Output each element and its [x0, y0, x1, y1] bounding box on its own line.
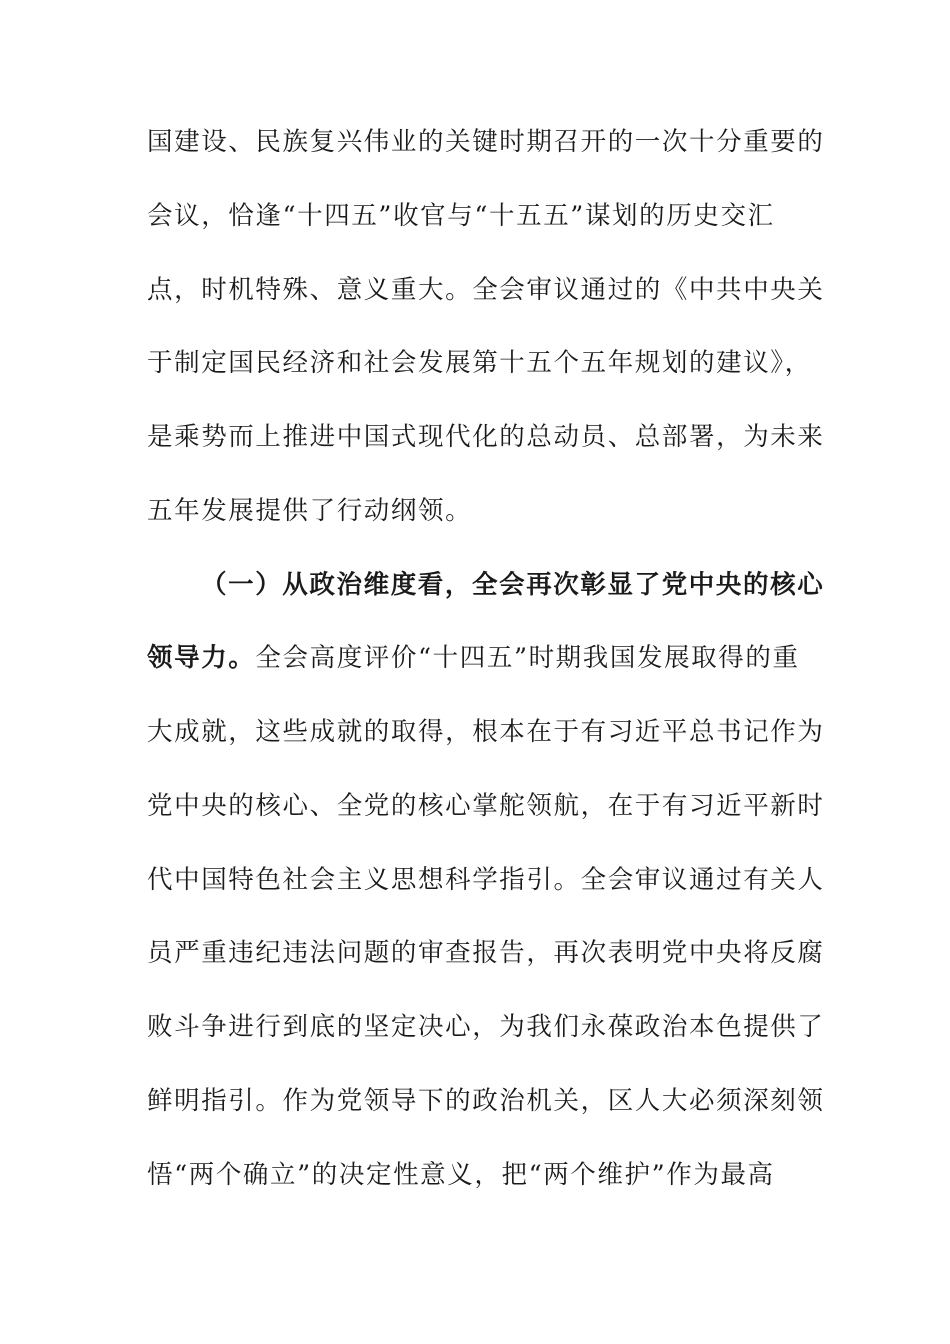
section-heading: （一）从政治维度看，全会再次彰显了党中央的核心 — [201, 569, 825, 600]
text-line: 员严重违纪违法问题的审查报告，再次表明党中央将反腐 — [147, 938, 825, 969]
text-line: 是乘势而上推进中国式现代化的总动员、总部署，为未来 — [147, 422, 825, 452]
text-fragment: 全会高度评价“十四五”时期我国发展取得的重 — [255, 643, 800, 674]
body-text — [147, 118, 825, 1224]
text-line: 败斗争进行到底的坚定决心，为我们永葆政治本色提供了 — [147, 1012, 825, 1042]
text-line: 会议，恰逢“十四五”收官与“十五五”谋划的历史交汇 — [147, 200, 775, 231]
text-line: 悟“两个确立”的决定性意义，把“两个维护”作为最高 — [147, 1159, 775, 1190]
text-line: 点，时机特殊、意义重大。全会审议通过的《中共中央关 — [147, 274, 825, 305]
text-line: 鲜明指引。作为党领导下的政治机关，区人大必须深刻领 — [147, 1085, 825, 1116]
text-line: 党中央的核心、全党的核心掌舵领航，在于有习近平新时 — [147, 790, 825, 821]
text-line — [147, 634, 800, 708]
text-line: 五年发展提供了行动纲领。 — [147, 495, 473, 526]
text-line: 大成就，这些成就的取得，根本在于有习近平总书记作为 — [147, 717, 825, 747]
text-line: 国建设、民族复兴伟业的关键时期召开的一次十分重要的 — [147, 127, 825, 157]
section-heading-end: 领导力。 — [147, 643, 256, 674]
text-line: 代中国特色社会主义思想科学指引。全会审议通过有关人 — [147, 864, 825, 895]
text-line: 于制定国民经济和社会发展第十五个五年规划的建议》， — [147, 348, 812, 379]
